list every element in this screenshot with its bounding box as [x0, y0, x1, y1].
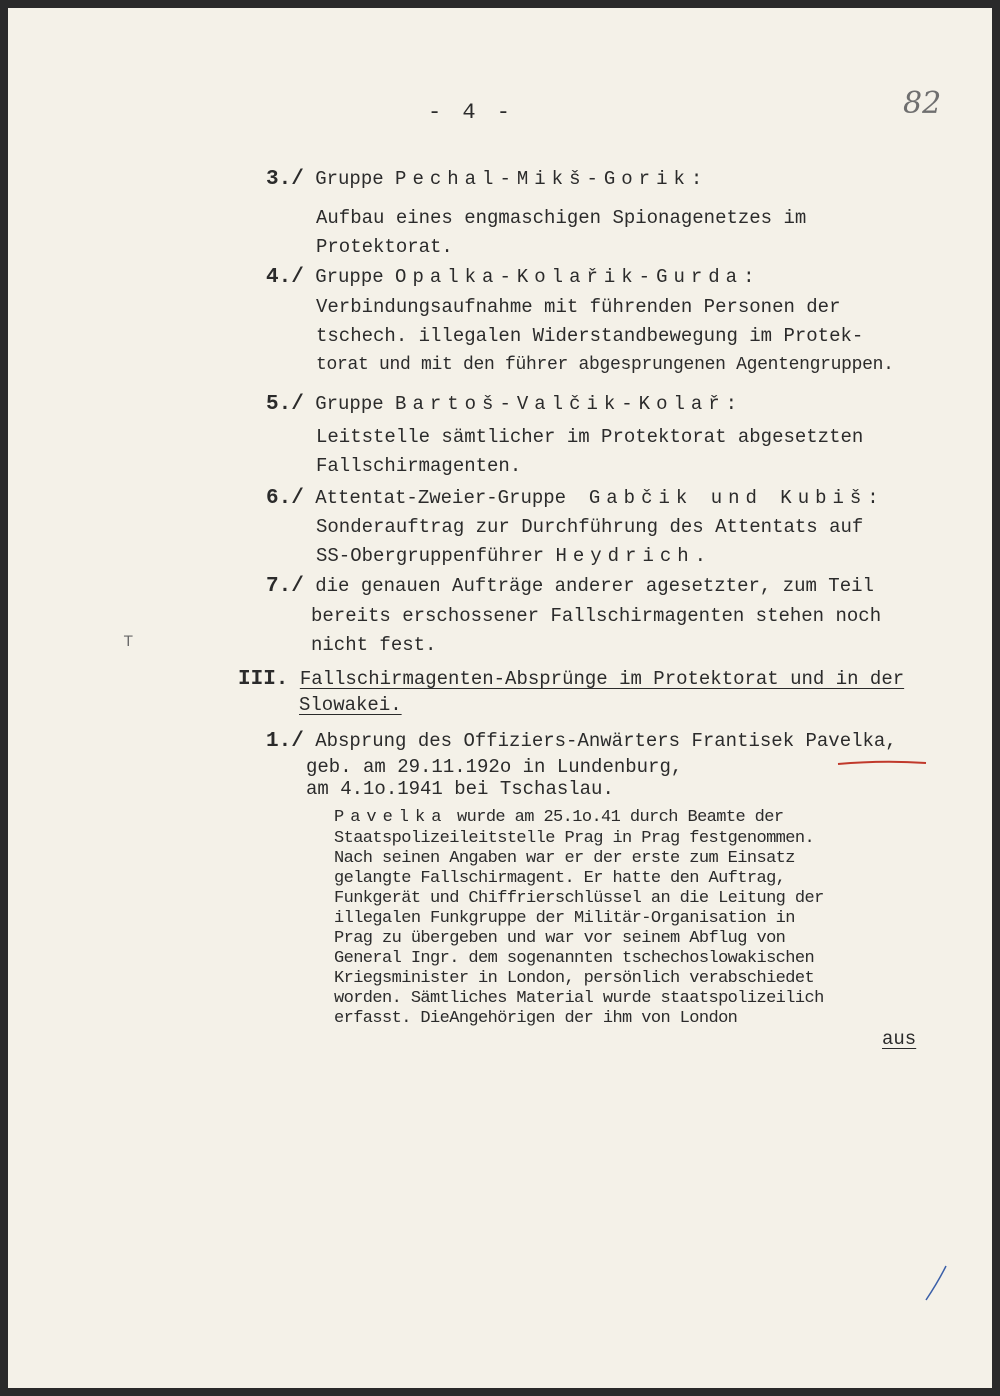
paragraph-line-6: illegalen Funkgruppe der Militär-Organisation in [334, 909, 795, 928]
paragraph-line-2: Staatspolizeileitstelle Prag in Prag festgenommen. [334, 829, 815, 848]
group-3-heading: 3./ Gruppe Pechal-Mikš-Gorik: [266, 168, 709, 191]
paragraph-line-11: erfasst. DieAngehörigen der ihm von London [334, 1009, 738, 1028]
group-5-heading: 5./ Gruppe Bartoš-Valčik-Kolař: [266, 393, 744, 416]
group-4-line-2: tschech. illegalen Widerstandbewegung im Protek- [316, 325, 864, 347]
paragraph-line-8: General Ingr. dem sogenannten tschechoslowakischen [334, 949, 815, 968]
paragraph-line-10: worden. Sämtliches Material wurde staatspolizeilich [334, 989, 824, 1008]
group-7-heading: 7./ die genauen Aufträge anderer agesetzter, zum Teil [266, 575, 874, 598]
paragraph-line-4: gelangte Fallschirmagent. Er hatte den Auftrag, [334, 869, 786, 888]
group-3-line-2: Protektorat. [316, 236, 453, 258]
group-6-heading: 6./ Attentat-Zweier-Gruppe Gabčik und Kubiš: [266, 487, 885, 510]
pencil-margin-mark: T [124, 634, 133, 650]
folio-number: 82 [903, 86, 942, 121]
blue-pencil-mark [920, 1264, 950, 1304]
paragraph-line-5: Funkgerät und Chiffrierschlüssel an die Leitung der [334, 889, 824, 908]
group-7-line-2: nicht fest. [311, 634, 437, 656]
item-1-line-3: am 4.1o.1941 bei Tschaslau. [306, 778, 614, 800]
group-6-line-2: SS-Obergruppenführer Heydrich. [316, 545, 713, 567]
page-number: - 4 - [428, 100, 515, 125]
group-6-line-1: Sonderauftrag zur Durchführung des Attentats auf [316, 516, 864, 538]
section-heading: III. Fallschirmagenten-Absprünge im Protektorat und in der [238, 668, 905, 691]
group-4-line-3: torat und mit den führer abgesprungenen Agentengruppen. [316, 355, 894, 375]
group-4-heading: 4./ Gruppe Opalka-Kolařik-Gurda: [266, 266, 761, 289]
red-pencil-underline [836, 760, 928, 766]
item-1-line-1: 1./ Absprung des Offiziers-Anwärters Frantisek Pavelka, [266, 730, 897, 753]
paragraph-line-9: Kriegsminister in London, persönlich verabschiedet [334, 969, 815, 988]
catchword: aus [882, 1028, 917, 1050]
paragraph-line-7: Prag zu übergeben und war vor seinem Abflug von [334, 929, 786, 948]
section-heading-line-2: Slowakei. [299, 694, 402, 716]
group-3-line-1: Aufbau eines engmaschigen Spionagenetzes im [316, 207, 807, 229]
item-1-line-2: geb. am 29.11.192o in Lundenburg, [306, 756, 683, 778]
paragraph-line-3: Nach seinen Angaben war er der erste zum Einsatz [334, 849, 795, 868]
group-7-line-1: bereits erschossener Fallschirmagenten stehen noch [311, 605, 882, 627]
group-5-line-1: Leitstelle sämtlicher im Protektorat abgesetzten [316, 426, 864, 448]
paragraph-line-1: Pavelka wurde am 25.1o.41 durch Beamte der [334, 808, 784, 827]
group-4-line-1: Verbindungsaufnahme mit führenden Personen der [316, 296, 841, 318]
group-5-line-2: Fallschirmagenten. [316, 455, 522, 477]
